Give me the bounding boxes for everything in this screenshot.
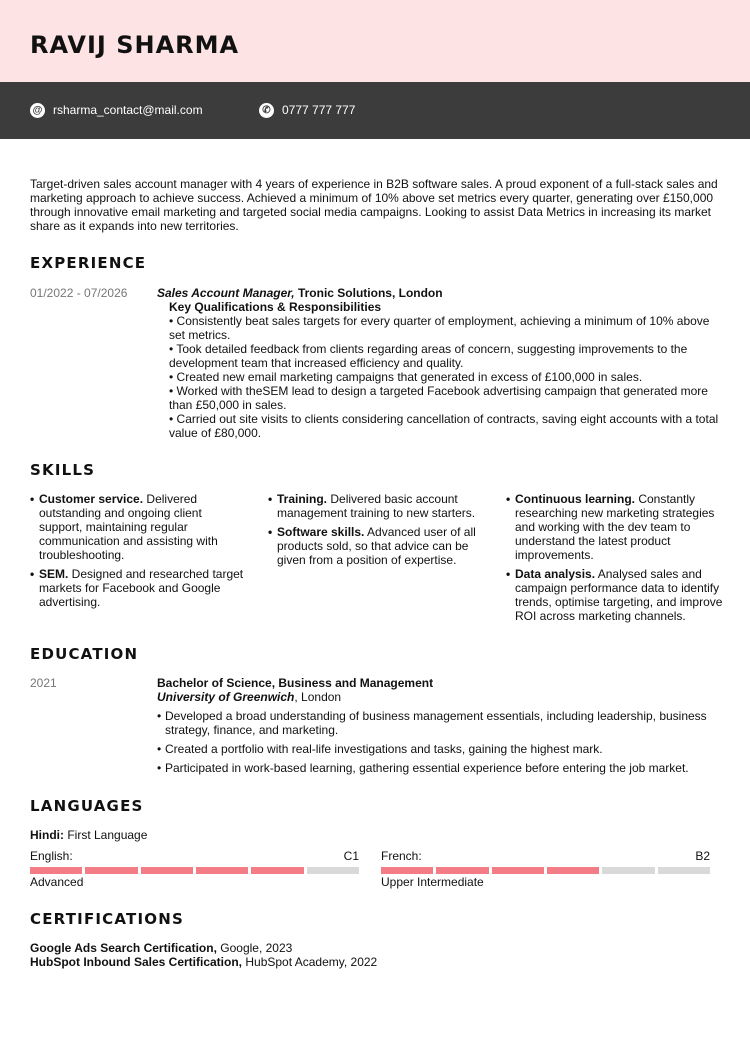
skills-column-2 bbox=[268, 492, 486, 572]
certifications-list bbox=[30, 941, 377, 969]
skill-desc: Delivered outstanding and ongoing client support, maintaining regular communication and assisting with troubleshooting. bbox=[39, 492, 218, 562]
certification-item bbox=[30, 955, 377, 969]
university-line bbox=[157, 690, 717, 704]
language-level: Advanced bbox=[30, 875, 84, 889]
education-entry bbox=[157, 676, 717, 780]
phone-contact[interactable] bbox=[259, 102, 355, 118]
job-bullets bbox=[157, 314, 727, 440]
native-language bbox=[30, 828, 147, 842]
skill-item bbox=[268, 525, 486, 567]
native-language-name: Hindi: bbox=[30, 828, 64, 842]
at-icon: @ bbox=[30, 103, 45, 118]
level-segment-empty bbox=[658, 867, 710, 874]
language-french bbox=[381, 849, 710, 889]
certification-name: Google Ads Search Certification, bbox=[30, 941, 217, 955]
email-text: rsharma_contact@mail.com bbox=[53, 103, 203, 117]
skills-heading: SKILLS bbox=[30, 461, 96, 479]
certification-issuer: Google, 2023 bbox=[216, 941, 293, 955]
level-segment-empty bbox=[307, 867, 359, 874]
degree-field: , Business and Management bbox=[271, 676, 434, 690]
language-level: Upper Intermediate bbox=[381, 875, 484, 889]
email-contact[interactable] bbox=[30, 102, 203, 118]
job-title: Sales Account Manager, bbox=[157, 286, 295, 300]
level-segment-filled bbox=[30, 867, 82, 874]
skill-name: Customer service. bbox=[39, 492, 144, 506]
summary-text: Target-driven sales account manager with 4 years of experience in B2B software sales. A proud exponent of a full-stack sales and marketing approach to achieve success. Achieved a minimum of 10% above set metrics every quarter, generating over £150,000 through innovative email marketing and targeted social media campaigns. Looking to assist Data Metrics in increasing its market share as it expands into new territories. bbox=[30, 177, 718, 233]
job-company: Tronic Solutions, London bbox=[294, 286, 443, 300]
skill-name: Data analysis. bbox=[515, 567, 596, 581]
experience-heading: EXPERIENCE bbox=[30, 254, 147, 272]
phone-icon: ✆ bbox=[259, 103, 274, 118]
languages-heading: LANGUAGES bbox=[30, 797, 144, 815]
list-item: • Participated in work-based learning, gathering essential experience before entering the job market. bbox=[157, 761, 717, 775]
skill-name: Continuous learning. bbox=[515, 492, 635, 506]
degree: Bachelor of Science bbox=[157, 676, 272, 690]
candidate-name: RAVIJ SHARMA bbox=[30, 31, 240, 59]
skills-column-1 bbox=[30, 492, 248, 614]
job-heading bbox=[157, 286, 727, 300]
language-level-bar bbox=[30, 867, 359, 874]
skill-name: Training. bbox=[277, 492, 328, 506]
education-year: 2021 bbox=[30, 676, 57, 690]
skill-desc: Advanced user of all products sold, so that advice can be given from a position of expertise. bbox=[277, 525, 476, 567]
skill-item bbox=[268, 492, 486, 520]
skill-name: Software skills. bbox=[277, 525, 365, 539]
certifications-heading: CERTIFICATIONS bbox=[30, 910, 184, 928]
university-location: , London bbox=[294, 690, 342, 704]
list-item: • Carried out site visits to clients considering cancellation of contracts, saving eight accounts with a total value of £80,000. bbox=[169, 412, 727, 440]
skill-item bbox=[30, 492, 248, 562]
level-segment-filled bbox=[85, 867, 137, 874]
certification-issuer: HubSpot Academy, 2022 bbox=[242, 955, 378, 969]
language-name: French: bbox=[381, 849, 422, 863]
job-subheading: Key Qualifications & Responsibilities bbox=[169, 300, 382, 314]
level-segment-filled bbox=[492, 867, 544, 874]
list-item: • Created a portfolio with real-life investigations and tasks, gaining the highest mark. bbox=[157, 742, 717, 756]
level-segment-filled bbox=[196, 867, 248, 874]
level-segment-filled bbox=[141, 867, 193, 874]
certification-name: HubSpot Inbound Sales Certification, bbox=[30, 955, 243, 969]
skills-column-3 bbox=[506, 492, 724, 628]
skill-name: SEM. bbox=[39, 567, 69, 581]
list-item: • Created new email marketing campaigns that generated in excess of £100,000 in sales. bbox=[169, 370, 727, 384]
phone-text: 0777 777 777 bbox=[282, 103, 356, 117]
skill-item bbox=[30, 567, 248, 609]
language-level-bar bbox=[381, 867, 710, 874]
list-item: • Worked with theSEM lead to design a targeted Facebook advertising campaign that generated more than £50,000 in sales. bbox=[169, 384, 727, 412]
skill-item bbox=[506, 492, 724, 562]
language-name: English: bbox=[30, 849, 73, 863]
job-entry bbox=[157, 286, 727, 440]
experience-dates: 01/2022 - 07/2026 bbox=[30, 286, 128, 300]
level-segment-empty bbox=[602, 867, 654, 874]
degree-line bbox=[157, 676, 717, 690]
list-item: • Consistently beat sales targets for every quarter of employment, achieving a minimum of 10% above set metrics. bbox=[169, 314, 727, 342]
level-segment-filled bbox=[381, 867, 433, 874]
level-segment-filled bbox=[436, 867, 488, 874]
skill-desc: Delivered basic account management training to new starters. bbox=[277, 492, 476, 520]
level-segment-filled bbox=[251, 867, 303, 874]
language-code: B2 bbox=[695, 849, 710, 863]
header-band bbox=[0, 0, 750, 82]
level-segment-filled bbox=[547, 867, 599, 874]
skill-desc: Constantly researching new marketing strategies and working with the dev team to understand the latest product improvements. bbox=[515, 492, 715, 562]
certification-item bbox=[30, 941, 377, 955]
list-item: • Developed a broad understanding of business management essentials, including leadership, business strategy, finance, and marketing. bbox=[157, 709, 717, 737]
skill-desc: Designed and researched target markets for Facebook and Google advertising. bbox=[39, 567, 244, 609]
language-code: C1 bbox=[343, 849, 359, 863]
university: University of Greenwich bbox=[157, 690, 295, 704]
list-item: • Took detailed feedback from clients regarding areas of concern, suggesting improvements to the development team that increased efficiency and quality. bbox=[169, 342, 727, 370]
skill-desc: Analysed sales and campaign performance data to identify trends, optimise targeting, and improve ROI across marketing channels. bbox=[515, 567, 723, 623]
contact-bar bbox=[0, 82, 750, 139]
skill-item bbox=[506, 567, 724, 623]
native-language-level: First Language bbox=[64, 828, 148, 842]
education-heading: EDUCATION bbox=[30, 645, 139, 663]
language-english bbox=[30, 849, 359, 889]
education-bullets bbox=[157, 709, 717, 775]
